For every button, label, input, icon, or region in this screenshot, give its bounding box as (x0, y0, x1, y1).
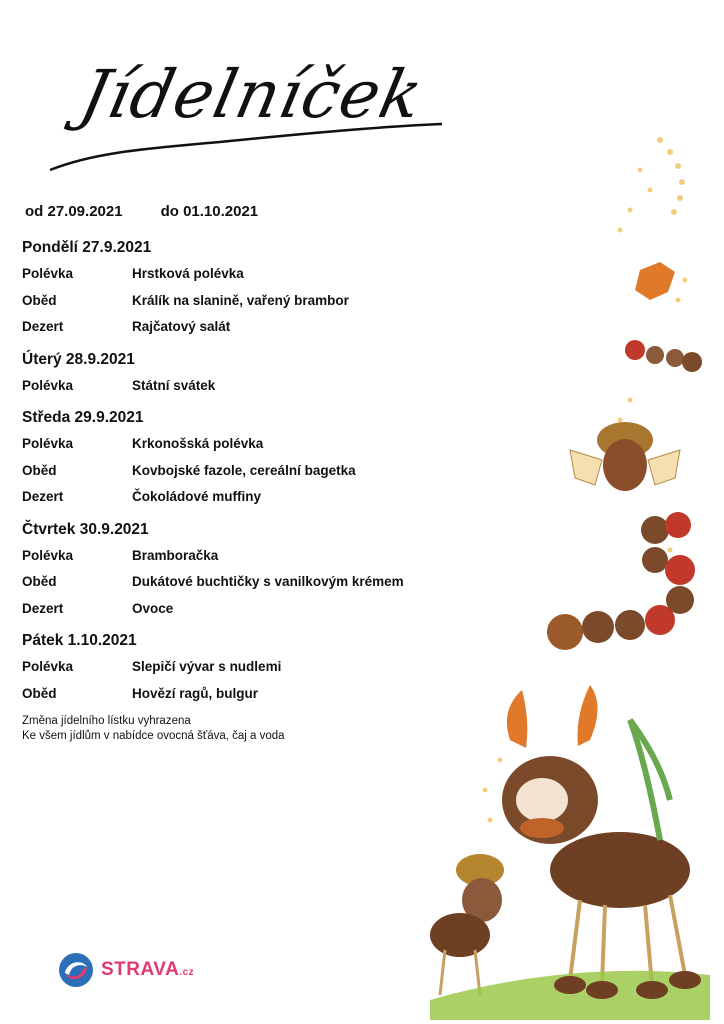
menu-row (22, 317, 462, 344)
logo-brand: STRAVA (101, 959, 180, 980)
note-line: Ke všem jídlům v nabídce ovocná šťáva, čaj a voda (22, 730, 285, 742)
weekly-menu (22, 238, 462, 716)
strava-logo (57, 951, 194, 989)
menu-dish: Krkonošská polévka (132, 436, 264, 451)
note-line: Změna jídelního lístku vyhrazena (22, 715, 191, 727)
logo-text (101, 959, 194, 981)
menu-category: Polévka (22, 436, 74, 451)
menu-dish: Bramboračka (132, 547, 219, 563)
menu-dish: Státní svátek (132, 377, 216, 393)
menu-row (22, 684, 462, 711)
menu-row (22, 572, 462, 599)
menu-dish: Králík na slanině, vařený brambor (132, 292, 349, 308)
menu-category: Dezert (22, 600, 64, 616)
menu-row (22, 264, 462, 291)
autumn-leaf-icon (635, 262, 675, 300)
day-heading: Pátek 1.10.2021 (22, 632, 137, 649)
acorn-figure-small (430, 854, 504, 995)
menu-dish: Ovoce (132, 600, 174, 616)
menu-row (22, 376, 462, 403)
title-text: Jídelníček (73, 56, 430, 133)
menu-category: Polévka (22, 659, 74, 674)
menu-dish: Hovězí ragů, bulgur (132, 685, 259, 701)
day-friday (22, 631, 462, 710)
menu-notes (22, 714, 285, 744)
title-flourish (40, 40, 450, 180)
day-wednesday (22, 408, 462, 514)
menu-dish: Hrstková polévka (132, 266, 244, 281)
menu-dish: Rajčatový salát (132, 319, 231, 334)
menu-dish: Slepičí vývar s nudlemi (132, 659, 282, 674)
menu-category: Oběd (22, 292, 57, 308)
menu-category: Dezert (22, 489, 64, 504)
rosehip-chain (625, 340, 702, 372)
menu-category: Polévka (22, 377, 74, 393)
menu-row (22, 434, 462, 461)
menu-dish: Kovbojské fazole, cereální bagetka (132, 462, 356, 478)
menu-category: Oběd (22, 574, 57, 589)
date-from: od 27.09.2021 (25, 203, 123, 220)
menu-row (22, 599, 462, 626)
menu-category: Polévka (22, 266, 74, 281)
logo-suffix: .cz (179, 967, 195, 978)
menu-row (22, 657, 462, 684)
day-heading: Čtvrtek 30.9.2021 (22, 520, 149, 538)
day-monday (22, 238, 462, 344)
menu-dish: Dukátové buchtičky s vanilkovým krémem (132, 574, 404, 589)
menu-dish: Čokoládové muffiny (132, 489, 262, 504)
chestnut-caterpillar-figure (547, 512, 695, 650)
strava-swirl-icon (57, 951, 95, 989)
menu-row (22, 291, 462, 318)
menu-row (22, 546, 462, 573)
day-heading: Úterý 28.9.2021 (22, 350, 135, 368)
menu-title (40, 40, 450, 180)
day-heading: Pondělí 27.9.2021 (22, 239, 152, 256)
menu-row (22, 461, 462, 488)
day-thursday (22, 520, 462, 626)
menu-category: Dezert (22, 319, 64, 334)
menu-category: Oběd (22, 685, 57, 701)
date-to: do 01.10.2021 (160, 203, 259, 220)
menu-row (22, 487, 462, 514)
menu-category: Oběd (22, 462, 57, 478)
menu-category: Polévka (22, 547, 74, 563)
acorn-bird-figure (570, 422, 680, 491)
day-heading: Středa 29.9.2021 (22, 409, 144, 426)
day-tuesday (22, 350, 462, 403)
chestnut-animal-figure (502, 685, 690, 985)
autumn-chestnut-illustration (430, 100, 710, 1020)
date-range (25, 203, 258, 220)
